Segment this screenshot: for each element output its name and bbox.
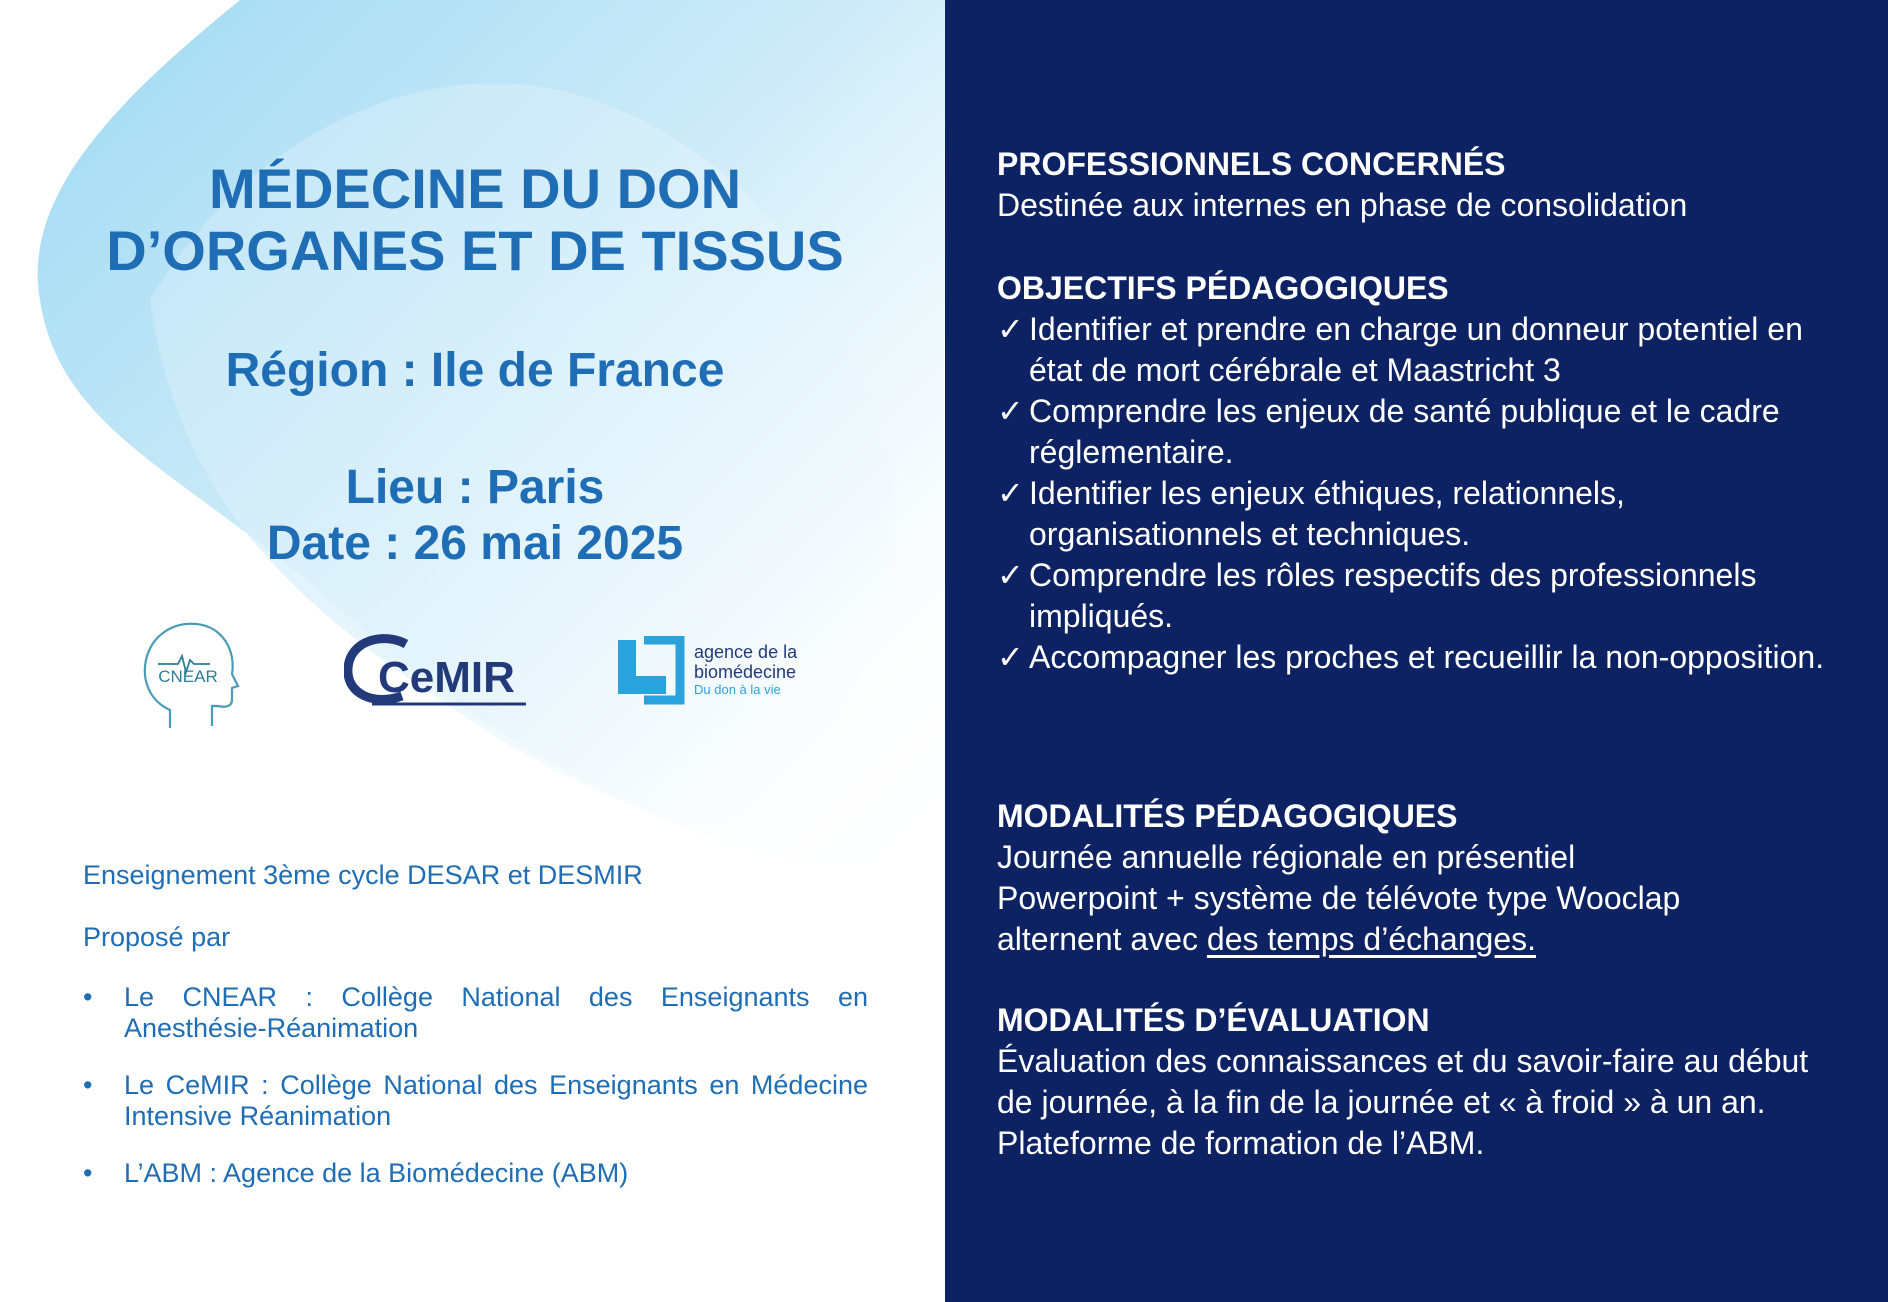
modalities-line-3: [997, 919, 1847, 960]
list-item: [997, 637, 1847, 678]
teaching-cycle: Enseignement 3ème cycle DESAR et DESMIR: [83, 860, 643, 890]
objectives-heading: OBJECTIFS PÉDAGOGIQUES: [997, 270, 1449, 306]
list-item: [997, 473, 1847, 555]
objective-text: Comprendre les enjeux de santé publique et le cadre réglementaire.: [1029, 393, 1780, 470]
cnear-logo: [140, 620, 240, 730]
bullet-icon: •: [83, 1158, 93, 1188]
checkmark-icon: ✓: [997, 639, 1024, 675]
page-title: MÉDECINE DU DON D’ORGANES ET DE TISSUS: [106, 157, 844, 282]
modalities-section: [997, 796, 1847, 960]
abm-logo-tagline: Du don à la vie: [694, 682, 781, 697]
abm-logo-line1: agence de la: [694, 642, 798, 662]
professionals-text: Destinée aux internes en phase de consolidation: [997, 187, 1688, 223]
objective-text: Accompagner les proches et recueillir la non-opposition.: [1029, 639, 1825, 675]
professionals-heading: PROFESSIONNELS CONCERNÉS: [997, 146, 1506, 182]
list-item: [997, 555, 1847, 637]
cemir-logo-text: CeMIR: [378, 653, 515, 702]
objectives-section: [997, 268, 1847, 678]
objectives-list: [997, 309, 1847, 678]
partner-abm: L’ABM : Agence de la Biomédecine (ABM): [124, 1158, 629, 1188]
evaluation-heading: MODALITÉS D’ÉVALUATION: [997, 1002, 1430, 1038]
list-item: [83, 1158, 868, 1189]
list-item: [997, 391, 1847, 473]
checkmark-icon: ✓: [997, 311, 1024, 347]
partner-cnear: Le CNEAR : Collège National des Enseignants en Anesthésie-Réanimation: [124, 982, 868, 1043]
checkmark-icon: ✓: [997, 393, 1024, 429]
list-item: [83, 982, 868, 1044]
modalities-line-1: Journée annuelle régionale en présentiel: [997, 839, 1576, 875]
list-item: [83, 1070, 868, 1132]
list-item: [997, 309, 1847, 391]
objective-text: Identifier et prendre en charge un donneur potentiel en état de mort cérébrale et Maastricht 3: [1029, 311, 1803, 388]
modalities-line-3-prefix: alternent avec: [997, 921, 1207, 957]
modalities-heading: MODALITÉS PÉDAGOGIQUES: [997, 798, 1458, 834]
proposed-by-label: Proposé par: [83, 922, 231, 952]
objective-text: Comprendre les rôles respectifs des professionnels impliqués.: [1029, 557, 1757, 634]
cnear-logo-text: CNEAR: [158, 667, 218, 686]
abm-logo-line2: biomédecine: [694, 662, 797, 682]
exchange-time-link: des temps d’échanges.: [1206, 921, 1536, 957]
region-label: Région : Ile de France: [225, 344, 725, 397]
evaluation-text: Évaluation des connaissances et du savoir-faire au début de journée, à la fin de la journée et « à froid » à un an. Plateforme de formation de l’ABM.: [997, 1043, 1809, 1161]
date-label: Date : 26 mai 2025: [266, 517, 684, 570]
checkmark-icon: ✓: [997, 557, 1024, 593]
evaluation-section: [997, 1000, 1847, 1164]
partner-cemir: Le CeMIR : Collège National des Enseignants en Médecine Intensive Réanimation: [124, 1070, 868, 1131]
right-panel: [945, 0, 1888, 1302]
checkmark-icon: ✓: [997, 475, 1024, 511]
professionals-section: [997, 144, 1847, 226]
bullet-icon: •: [83, 982, 93, 1012]
cemir-logo: [344, 630, 534, 712]
bullet-icon: •: [83, 1070, 93, 1100]
title-block: [40, 157, 910, 570]
partners-list: [83, 982, 868, 1215]
modalities-line-2: Powerpoint + système de télévote type Wooclap: [997, 880, 1681, 916]
objective-text: Identifier les enjeux éthiques, relationnels, organisationnels et techniques.: [1029, 475, 1625, 552]
abm-logo: [614, 636, 824, 716]
location-label: Lieu : Paris: [345, 461, 605, 514]
